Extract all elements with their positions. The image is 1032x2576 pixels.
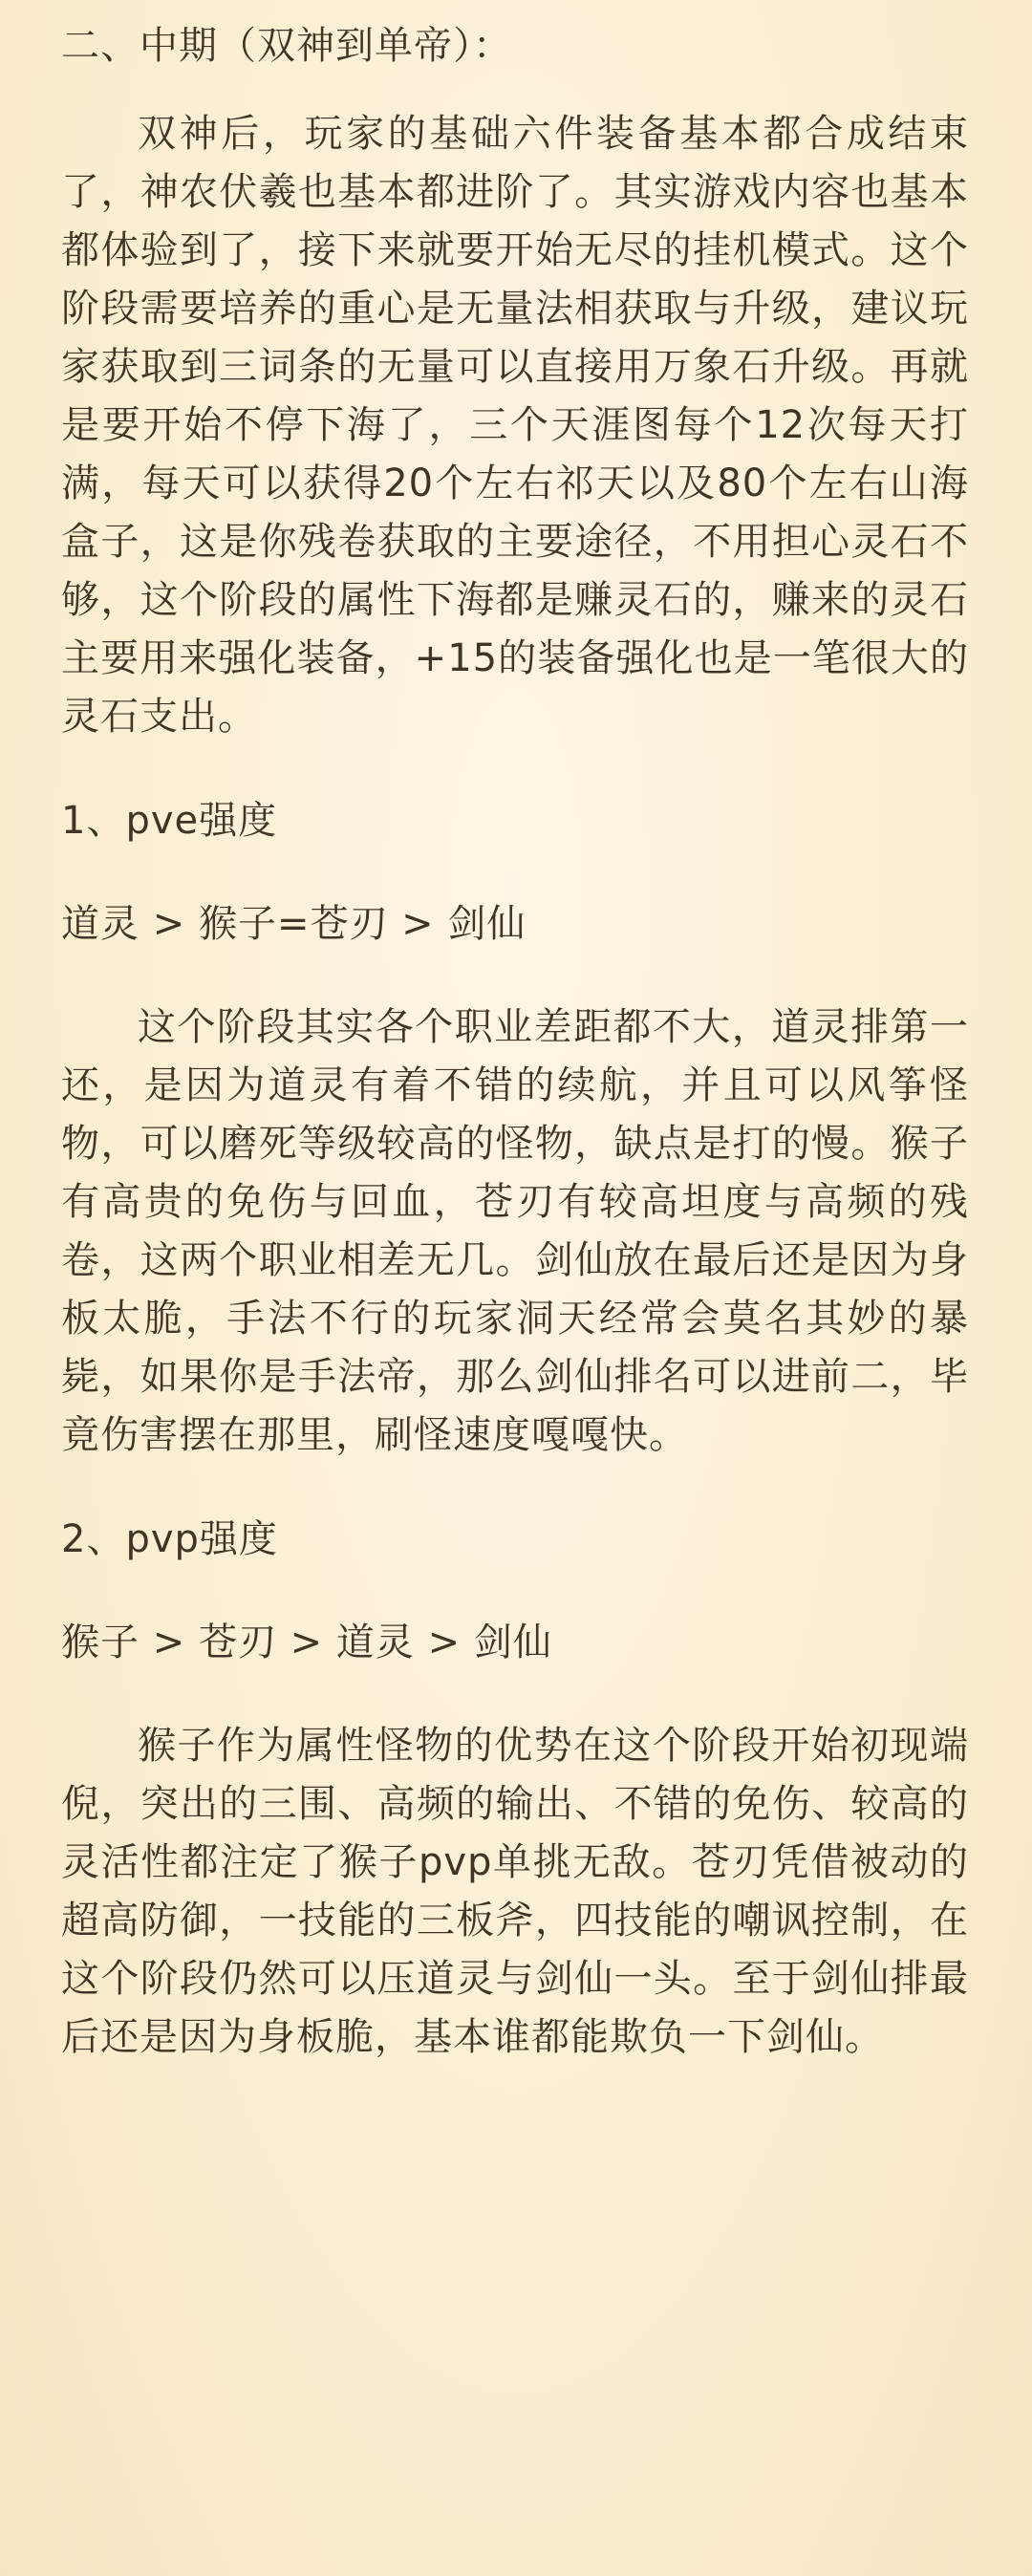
intro-paragraph: 双神后，玩家的基础六件装备基本都合成结束了，神农伏羲也基本都进阶了。其实游戏内容也基本都体验到了，接下来就要开始无尽的挂机模式。这个阶段需要培养的重心是无量法相获取与升级，建议玩家获取到三词条的无量可以直接用万象石升级。再就是要开始不停下海了，三个天涯图每个12次每天打满，每天可以获得20个左右祁天以及80个左右山海盒子，这是你残卷获取的主要途径，不用担心灵石不够，这个阶段的属性下海都是赚灵石的，赚来的灵石主要用来强化装备，+15的装备强化也是一笔很大的灵石支出。 [61, 112, 969, 739]
spacer [61, 1568, 969, 1614]
spacer [61, 84, 969, 105]
pve-paragraph: 这个阶段其实各个职业差距都不大，道灵排第一还，是因为道灵有着不错的续航，并且可以风筝怪物，可以磨死等级较高的怪物，缺点是打的慢。猴子有高贵的免伤与回血，苍刃有较高坦度与高频的残卷，这两个职业相差无几。剑仙放在最后还是因为身板太脆，手法不行的玩家洞天经常会莫名其妙的暴毙，如果你是手法帝，那么剑仙排名可以进前二，毕竟伤害摆在那里，刷怪速度嘎嘎快。 [61, 1005, 969, 1457]
pve-ranking: 道灵 > 猴子=苍刃 > 剑仙 [61, 902, 527, 946]
spacer [61, 1465, 969, 1511]
pvp-paragraph: 猴子作为属性怪物的优势在这个阶段开始初现端倪，突出的三围、高频的输出、不错的免伤、较高的灵活性都注定了猴子pvp单挑无敌。苍刃凭借被动的超高防御，一技能的三板斧，四技能的嘲讽控制，在这个阶段仍然可以压道灵与剑仙一头。至于剑仙排最后还是因为身板脆，基本谁都能欺负一下剑仙。 [61, 1724, 969, 2059]
spacer [61, 746, 969, 792]
pvp-ranking: 猴子 > 苍刃 > 道灵 > 剑仙 [61, 1621, 552, 1664]
section-title: 二、中期（双神到单帝）： [61, 24, 512, 68]
pve-heading: 1、pve强度 [61, 799, 278, 843]
spacer [61, 849, 969, 895]
article [61, 8, 969, 2067]
spacer [61, 1671, 969, 1717]
spacer [61, 953, 969, 998]
pvp-heading: 2、pvp强度 [61, 1517, 278, 1561]
